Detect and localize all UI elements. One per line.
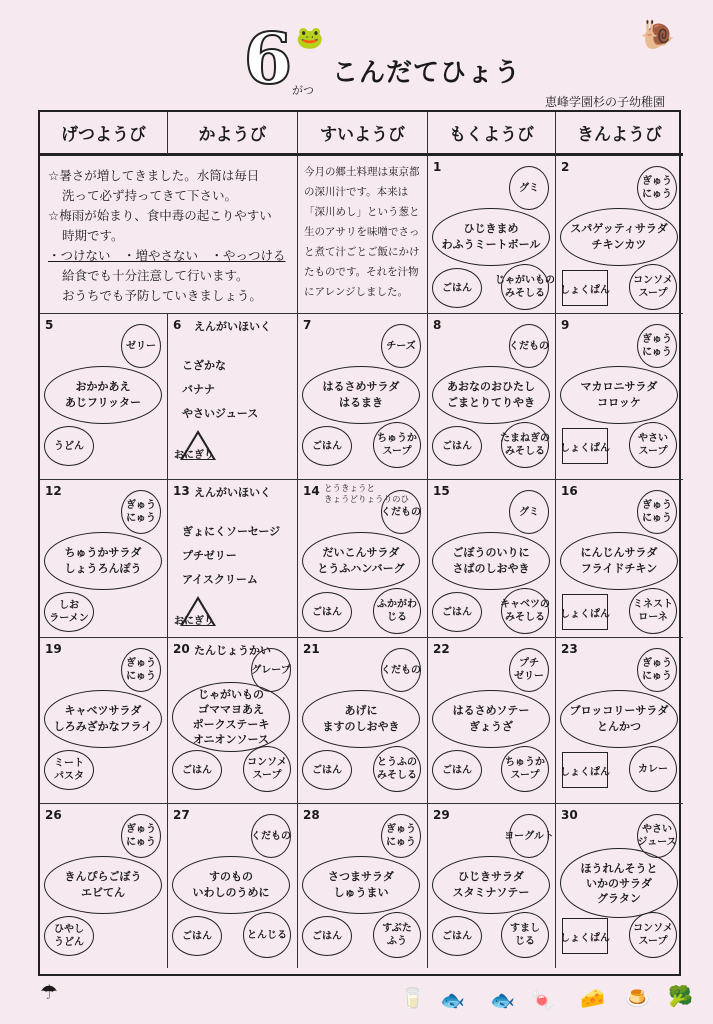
page-header — [0, 0, 713, 109]
main-dish-oval — [560, 532, 678, 590]
snack-circle: チーズ — [381, 324, 421, 368]
candy-icon: 🍬 — [530, 988, 555, 1012]
notice-line: ☆梅雨が始まり、食中毒の起こりやすい — [48, 208, 272, 223]
onigiri-label: おにぎり — [174, 616, 214, 627]
notice-box — [40, 156, 298, 314]
weekday-mon: げつようび — [40, 112, 168, 156]
main-dish-oval — [432, 856, 550, 914]
main-dish: グラタン — [597, 891, 641, 905]
main-dish: さつまサラダ — [328, 870, 394, 883]
soup-circle: コンソメ スープ — [629, 912, 677, 958]
side-item: バナナ — [182, 383, 215, 396]
day-date: 13 — [173, 484, 190, 498]
soup-circle: ふかがわ じる — [373, 588, 421, 634]
day-cell — [298, 480, 428, 638]
day-cell — [428, 638, 556, 804]
day-event: たんじょうかい — [194, 644, 271, 657]
day-date: 9 — [561, 318, 570, 332]
frog-umbrella-icon: 🐸 — [296, 26, 324, 51]
staple-circle: ごはん — [432, 426, 482, 466]
day-cell — [168, 804, 298, 968]
day-cell — [168, 638, 298, 804]
main-dish-oval — [432, 690, 550, 748]
main-dish: だいこんサラダ — [322, 546, 400, 559]
month-sub-label: がつ — [292, 84, 314, 97]
main-dish: フライドチキン — [580, 562, 658, 575]
snack-circle: ヨーグルト — [509, 814, 549, 858]
staple-circle: ひやし うどん — [44, 916, 94, 956]
notice-line: 洗って必ず持ってきて下さい。 — [62, 188, 238, 203]
staple-circle: ごはん — [432, 750, 482, 790]
fish-icon: 🐟 — [490, 988, 515, 1012]
bread-box: しょくぱん — [562, 270, 608, 306]
day-cell — [298, 314, 428, 480]
notice-line: 時期です。 — [62, 228, 124, 243]
main-dish-oval — [560, 366, 678, 424]
main-dish: じゃがいもの — [198, 688, 264, 701]
main-dish: あおなのおひたし — [447, 380, 535, 393]
main-dish: オニオンソース — [192, 733, 269, 746]
main-dish-oval — [302, 366, 420, 424]
staple-circle: しお ラーメン — [44, 592, 94, 632]
soup-circle: じゃがいもの みそしる — [501, 264, 549, 310]
main-dish: しろみざかなフライ — [53, 720, 153, 733]
snack-circle: ぎゅう にゅう — [121, 814, 161, 858]
day-date: 26 — [45, 808, 62, 822]
staple-circle: ごはん — [172, 916, 222, 956]
main-dish: あじフリッター — [64, 396, 142, 409]
day-date: 12 — [45, 484, 62, 498]
day-cell — [40, 638, 168, 804]
fish-icon: 🐟 — [440, 988, 465, 1012]
staple-circle: ごはん — [302, 592, 352, 632]
main-dish-oval — [302, 690, 420, 748]
bread-box: しょくぱん — [562, 594, 608, 630]
snack-circle: くだもの — [251, 814, 291, 858]
main-dish: ポークステーキ — [192, 718, 270, 731]
main-dish: きんぴらごぼう — [64, 870, 142, 883]
menu-calendar — [38, 110, 681, 976]
main-dish: チキンカツ — [591, 238, 647, 251]
main-dish: はるまき — [339, 396, 383, 409]
snack-circle: やさい ジュース — [637, 814, 677, 858]
day-cell — [556, 314, 683, 480]
day-date: 28 — [303, 808, 320, 822]
main-dish: スタミナソテー — [452, 886, 530, 899]
notice-line: ☆暑さが増してきました。水筒は毎日 — [48, 168, 260, 183]
day-event: とうきょうと きょうどりょうりのひ — [324, 484, 410, 505]
footer-illustrations — [0, 978, 713, 1024]
day-date: 14 — [303, 484, 320, 498]
main-dish-oval — [432, 366, 550, 424]
bread-box: しょくぱん — [562, 918, 608, 954]
snack-circle: くだもの — [381, 490, 421, 534]
staple-circle: うどん — [44, 426, 94, 466]
snack-circle: プチ ゼリー — [509, 648, 549, 692]
side-item: プチゼリー — [182, 549, 237, 562]
milk-icon: 🥛 — [400, 986, 425, 1010]
main-dish-oval — [432, 208, 550, 266]
main-dish-oval — [302, 532, 420, 590]
main-dish-oval — [432, 532, 550, 590]
main-dish: ひじきまめ — [463, 222, 519, 235]
day-cell — [168, 480, 298, 638]
day-cell — [428, 314, 556, 480]
day-cell — [168, 314, 298, 480]
day-cell — [298, 638, 428, 804]
side-item: こざかな — [182, 359, 226, 372]
day-date: 2 — [561, 160, 570, 174]
staple-circle: ごはん — [432, 592, 482, 632]
soup-circle: コンソメ スープ — [629, 264, 677, 310]
snail-icon: 🐌 — [640, 18, 675, 51]
snack-circle: ゼリー — [121, 324, 161, 368]
day-date: 20 — [173, 642, 190, 656]
broccoli-icon: 🥦 — [668, 984, 693, 1008]
main-dish-oval — [44, 690, 162, 748]
side-item: アイスクリーム — [182, 573, 258, 586]
main-dish: コロッケ — [597, 396, 641, 409]
main-dish: とうふハンバーグ — [317, 562, 405, 575]
main-dish: ごまとりてりやき — [447, 396, 535, 409]
soup-circle: ちゅうか スープ — [373, 422, 421, 468]
notice-line: ・つけない ・増やさない ・やっつける — [48, 248, 286, 263]
main-dish-oval — [560, 208, 678, 266]
snack-circle: グミ — [509, 490, 549, 534]
snack-circle: ぎゅう にゅう — [121, 490, 161, 534]
staple-circle: ごはん — [302, 750, 352, 790]
soup-circle: たまねぎの みそしる — [501, 422, 549, 468]
main-dish: いわしのうめに — [192, 886, 270, 899]
soup-circle: とうふの みそしる — [373, 746, 421, 792]
day-date: 29 — [433, 808, 450, 822]
weekday-tue: かようび — [168, 112, 298, 156]
main-dish: あげに — [344, 704, 378, 717]
soup-circle: すまし じる — [501, 912, 549, 958]
main-dish: わふうミートボール — [441, 238, 541, 251]
soup-circle: コンソメ スープ — [243, 746, 291, 792]
main-dish-oval — [172, 682, 290, 752]
staple-circle: ごはん — [302, 916, 352, 956]
day-date: 1 — [433, 160, 442, 174]
side-item: ぎょにくソーセージ — [182, 525, 281, 538]
soup-circle: ミネスト ローネ — [629, 588, 677, 634]
day-date: 6 — [173, 318, 182, 332]
main-dish: エビてん — [81, 886, 125, 899]
day-event: えんがいほいく — [194, 486, 271, 499]
main-dish: スパゲッティサラダ — [570, 222, 668, 235]
main-dish: しゅうまい — [333, 886, 389, 899]
local-dish-note: 今月の郷土料理は東京都の深川汁です。本来は「深川めし」という葱と生のアサリを味噌でさっと煮て汁ごとご飯にかけたものです。それを汁物にアレンジしました。 — [298, 156, 428, 314]
snack-circle: ぎゅう にゅう — [637, 324, 677, 368]
snack-circle: ぎゅう にゅう — [381, 814, 421, 858]
day-date: 15 — [433, 484, 450, 498]
main-dish: ぎょうざ — [469, 720, 513, 733]
day-cell — [428, 156, 556, 314]
day-date: 22 — [433, 642, 450, 656]
day-date: 7 — [303, 318, 312, 332]
side-item: やさいジュース — [182, 407, 259, 420]
staple-circle: ごはん — [302, 426, 352, 466]
main-dish: とんかつ — [597, 720, 641, 733]
day-date: 16 — [561, 484, 578, 498]
staple-circle: ごはん — [172, 750, 222, 790]
page-title: こんだてひょう — [332, 58, 522, 88]
main-dish: ちゅうかサラダ — [64, 546, 142, 559]
pudding-icon: 🍮 — [625, 986, 650, 1010]
main-dish: おかかあえ — [75, 380, 131, 393]
main-dish-oval — [172, 856, 290, 914]
soup-circle: ちゅうか スープ — [501, 746, 549, 792]
main-dish-oval — [44, 366, 162, 424]
main-dish: ごぼうのいりに — [452, 546, 530, 559]
main-dish: はるさめソテー — [452, 704, 530, 717]
main-dish: キャベツサラダ — [64, 704, 142, 717]
day-cell — [428, 480, 556, 638]
main-dish: マカロニサラダ — [580, 380, 658, 393]
soup-circle: カレー — [629, 746, 677, 792]
soup-circle: すぶた ふう — [373, 912, 421, 958]
main-dish-oval — [560, 690, 678, 748]
snack-circle: ぎゅう にゅう — [637, 648, 677, 692]
soup-circle: キャベツの みそしる — [501, 588, 549, 634]
main-dish-oval — [44, 856, 162, 914]
main-dish: しょうろんぽう — [64, 562, 142, 575]
snack-circle: ぎゅう にゅう — [637, 166, 677, 210]
notice-line: おうちでも予防していきましょう。 — [62, 288, 262, 303]
main-dish: ブロッコリーサラダ — [569, 704, 669, 717]
staple-circle: ごはん — [432, 268, 482, 308]
weekday-wed: すいようび — [298, 112, 428, 156]
soup-circle: やさい スープ — [629, 422, 677, 468]
snack-circle: グレープ — [251, 648, 291, 692]
weekday-fri: きんようび — [556, 112, 683, 156]
day-date: 30 — [561, 808, 578, 822]
main-dish: ひじきサラダ — [458, 870, 524, 883]
day-date: 5 — [45, 318, 54, 332]
main-dish: ますのしおやき — [322, 720, 400, 733]
day-event: えんがいほいく — [194, 320, 271, 333]
soup-circle: とんじる — [243, 912, 291, 958]
month-number: 6 — [243, 17, 293, 100]
main-dish: すのもの — [209, 870, 253, 883]
weekday-thu: もくようび — [428, 112, 556, 156]
main-dish-oval — [44, 532, 162, 590]
main-dish: にんじんサラダ — [580, 546, 658, 559]
day-date: 21 — [303, 642, 320, 656]
day-cell — [40, 480, 168, 638]
main-dish: さばのしおやき — [452, 562, 530, 575]
snack-circle: ぎゅう にゅう — [121, 648, 161, 692]
main-dish-oval — [302, 856, 420, 914]
main-dish: いかのサラダ — [586, 876, 652, 890]
day-date: 19 — [45, 642, 62, 656]
staple-circle: ミート パスタ — [44, 750, 94, 790]
day-date: 23 — [561, 642, 578, 656]
school-name: 恵峰学園杉の子幼稚園 — [544, 95, 665, 109]
main-dish: ほうれんそうと — [580, 861, 658, 875]
day-cell — [556, 480, 683, 638]
snack-circle: グミ — [509, 166, 549, 210]
snack-circle: くだもの — [381, 648, 421, 692]
umbrella-girl-icon: ☂ — [40, 980, 58, 1004]
day-cell — [298, 804, 428, 968]
bread-box: しょくぱん — [562, 428, 608, 464]
day-cell — [40, 804, 168, 968]
main-dish: はるさめサラダ — [322, 380, 400, 393]
notice-line: 給食でも十分注意して行います。 — [62, 268, 249, 283]
onigiri-label: おにぎり — [174, 450, 214, 461]
cheese-icon: 🧀 — [580, 986, 605, 1010]
day-cell — [428, 804, 556, 968]
day-cell — [40, 314, 168, 480]
staple-circle: ごはん — [432, 916, 482, 956]
day-cell — [556, 804, 683, 968]
day-cell — [556, 638, 683, 804]
main-dish-oval — [560, 848, 678, 918]
bread-box: しょくぱん — [562, 752, 608, 788]
main-dish: ゴママヨあえ — [198, 703, 264, 716]
snack-circle: ぎゅう にゅう — [637, 490, 677, 534]
day-date: 8 — [433, 318, 442, 332]
day-date: 27 — [173, 808, 190, 822]
day-cell — [556, 156, 683, 314]
snack-circle: くだもの — [509, 324, 549, 368]
